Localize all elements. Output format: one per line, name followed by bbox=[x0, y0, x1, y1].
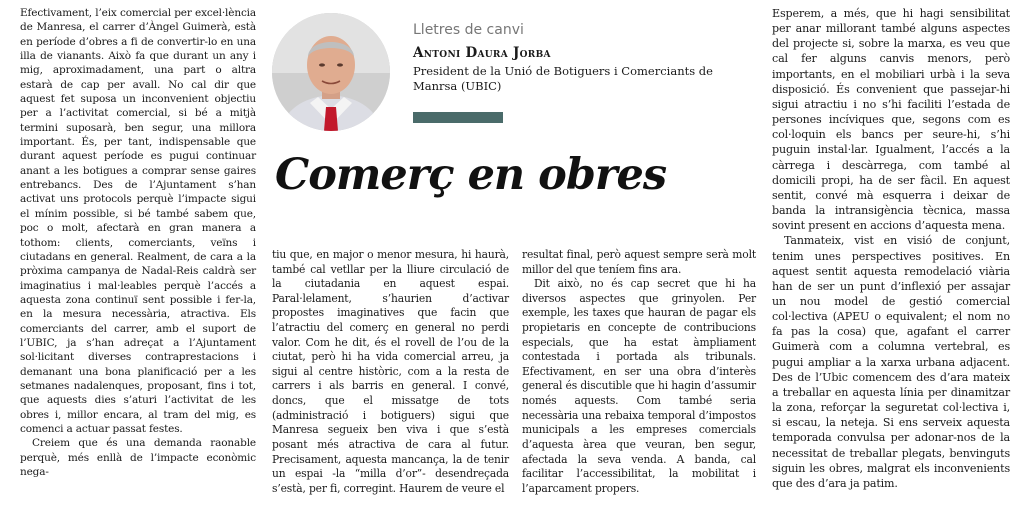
author-role: President de la Unió de Botiguers i Comerciants de Manrsa (UBIC) bbox=[413, 64, 713, 93]
author-portrait bbox=[272, 13, 390, 131]
paragraph: Dit això, no és cap secret que hi ha diversos aspectes que grinyolen. Per exemple, les taxes que hauran de pagar els propietaris en concepte de contribucions especials, que ha estat àmpliament contestada i portada als tribunals. Efectivament, en ser una obra d’interès general és discutible que hi hagin d’assumir només aquests. Com també seria necessària una rebaixa temporal d’impostos municipals a les empreses comercials d’aquesta àrea que veuran, ben segur, afectada la seva venda. A banda, cal facilitar l’accessibilitat, la mobilitat i l’aparcament propers. bbox=[522, 277, 756, 495]
headline: Comerç en obres bbox=[275, 150, 667, 200]
paragraph: Tanmateix, vist en visió de conjunt, tenim unes perspectives positives. En aquest sentit aquesta remodelació viària han de ser un punt d’inflexió per assajar un nou model de gestió comercial col·lectiva (APEU o equivalent; el nom no fa pas la cosa) que, agafant el carrer Guimerà com a columna vertebral, es pugui ampliar a la xarxa urbana adjacent. Des de l’Ubic comencem des d’ara mateix a treballar en aquesta línia per dinamitzar la zona, reforçar la seguretat col·lectiva i, si escau, la neteja. Si ens serveix aquesta temporada convulsa per adonar-nos de la necessitat de treballar plegats, benvinguts siguin les obres, malgrat els inconvenients que des d’ara ja patim. bbox=[772, 234, 1010, 490]
article-column-4 bbox=[772, 6, 1010, 491]
paragraph: resultat final, però aquest sempre serà molt millor del que teníem fins ara. bbox=[522, 248, 756, 276]
paragraph: tiu que, en major o menor mesura, hi haurà, també cal vetllar per la lliure circulació de la ciutadania en aquest espai. Paral·lelament, s’haurien d’activar propostes imaginatives que facin que l’atractiu del comerç en general no perdi valor. Com he dit, és el rovell de l’ou de la ciutat, però hi ha vida comercial arreu, ja sigui al centre històric, com a la resta de carrers i als barris en general. I convé, doncs, que el missatge de tots (administració i botiguers) sigui que Manresa segueix ben viva i que s’està posant més atractiva de cara al futur. Precisament, aquesta mancança, la de tenir un espai -la “milla d’or”- desendreçada s’està, per fi, corregint. Haurem de veure el bbox=[272, 248, 509, 495]
article-column-2 bbox=[272, 248, 509, 496]
article-column-1 bbox=[20, 6, 256, 479]
paragraph: Efectivament, l’eix comercial per excel·lència de Manresa, el carrer d’Àngel Guimerà, està en període d’obres a fi de convertir-lo en una illa de vianants. Això fa que durant un any i mig, aproximadament, una part o altra estarà de cap per avall. No cal dir que aquest fet suposa un inconvenient objectiu per a l’activitat comercial, si bé a mitjà termini suposarà, ben segur, una millora important. És, per tant, indispensable que durant aquest període es pugui continuar anant a les botigues a comprar sense gaires entrebancs. Des de l’Ajuntament s’han activat uns protocols perquè l’impacte sigui el mínim possible, si bé també sabem que, poc o molt, afectarà en gran manera a tothom: clients, comerciants, veïns i ciutadans en general. Realment, de cara a la pròxima campanya de Nadal-Reis caldrà ser imaginatius i mal·leables perquè l’accés a aquesta zona continuï sent possible i fer-la, en la mesura necessària, atractiva. Els comerciants del carrer, amb el suport de l’UBIC, ja s’han adreçat a l’Ajuntament sol·licitant diverses contraprestacions i demanant una bona planificació per a les setmanes nadalenques, proposant, fins i tot, que aquests dies s’aturi l’activitat de les obres i, millor encara, al tram del mig, es comenci a actuar passat festes. bbox=[20, 7, 256, 435]
paragraph: Creiem que és una demanda raonable perquè, més enllà de l’impacte econòmic nega- bbox=[20, 437, 256, 478]
section-label: Lletres de canvi bbox=[413, 22, 524, 38]
paragraph: Esperem, a més, que hi hagi sensibilitat per anar millorant també alguns aspectes del projecte si, sobre la marxa, es veu que cal fer alguns canvis menors, però importants, en el mobiliari urbà i la seva disposició. És convenient que passejar-hi sigui atractiu i no s’hi faciliti l’estada de persones incíviques que, segons com es col·loquin els bancs per seure-hi, s’hi puguin instal·lar. Igualment, l’accés a la càrrega i descàrrega, com també al domicili propi, ha de ser fàcil. En aquest sentit, convé mà esquerra i deixar de banda la intransigència tècnica, massa sovint present en accions d’aquesta mena. bbox=[772, 7, 1010, 233]
author-name: Antoni Daura Jorba bbox=[413, 45, 551, 61]
article-column-3 bbox=[522, 248, 756, 496]
accent-bar bbox=[413, 112, 503, 123]
